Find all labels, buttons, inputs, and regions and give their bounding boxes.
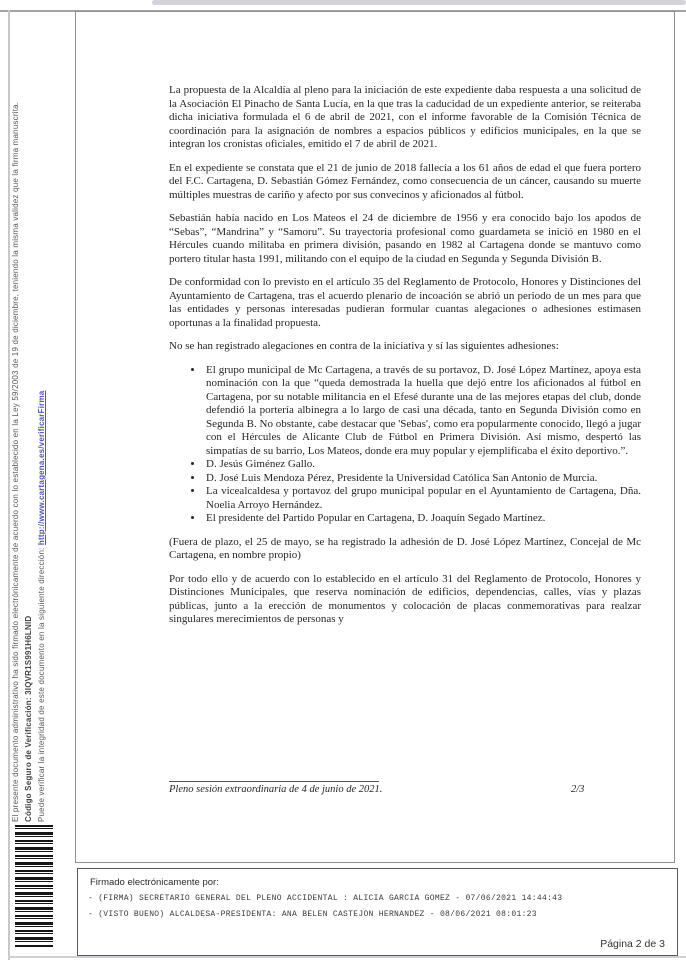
- paragraph: En el expediente se constata que el 21 de junio de 2018 fallecía a los 61 años de edad el que fuera portero del F.C. Cartagena, D. Sebastián Gómez Fernández, como consecuencia de un cáncer, causando su muerte múltiples muestras de cariño y afecto por sus convecinos y aficionados al fútbol.: [169, 161, 641, 201]
- scan-bottom-edge: [8, 956, 686, 958]
- document-frame: [75, 11, 675, 863]
- session-footer-note: Pleno sesión extraordinaria de 4 de junio de 2021.: [169, 781, 379, 795]
- sidebar-csv-line: [24, 34, 33, 822]
- list-item: • D. Jesús Giménez Gallo.: [204, 458, 641, 472]
- paragraph: Sebastián había nacido en Los Mateos el 24 de diciembre de 1956 y era conocido bajo los apodos de “Sebas”, “Mandrina” y “Samoru”. Su trayectoria profesional como guardameta se inició en 1980 en el Hércules cuando militaba en primera división, pasando en 1982 al Cartagena donde se mantuvo como portero titular hasta 1991, militando con el equipo de la ciudad en Segunda y Segunda División B.: [169, 212, 641, 265]
- csv-label: Código Seguro de Verificación:: [24, 697, 33, 822]
- verification-barcode: [15, 825, 53, 947]
- paragraph: Por todo ello y de acuerdo con lo establecido en el artículo 31 del Reglamento de Protocolo, Honores y Distinciones Municipales, que reserva nominación de edificios, dependencias, calles, vías y plazas públicas, junto a la erección de monumentos y colocación de placas conmemorativas para realzar singulares merecimientos de personas y: [169, 572, 641, 625]
- document-body: [169, 84, 641, 637]
- sidebar-verify-line: [37, 34, 46, 822]
- paragraph: No se han registrado alegaciones en contra de la iniciativa y sí las siguientes adhesiones:: [169, 340, 559, 352]
- list-item: • El grupo municipal de Mc Cartagena, a través de su portavoz, D. José López Martínez, apoya esta nominación con la que “queda demostrada la huella que dejó entre los aficionados al fútbol en Cartagena, por su notable militancia en el Efesé durante una de las mejores etapas del club, donde defendió la portería albinegra a lo largo de casi una década, tanto en Segunda División como en Segunda B. No obstante, cabe destacar que 'Sebas', como era popularmente conocido, llegó a jugar con el Hércules de Alicante Club de Fútbol en Primera División. Así mismo, despertó las simpatías de su barrio, Los Mateos, donde era muy popular y ejemplificaba el éxito deportivo.”.: [204, 364, 641, 459]
- signature-line: - (VISTO BUENO) ALCALDESA-PRESIDENTA: ANA BELEN CASTEJON HERNANDEZ - 08/06/2021 08:01:23: [88, 910, 537, 919]
- scan-left-edge: [8, 10, 10, 960]
- page-fraction: 2/3: [571, 784, 585, 795]
- page-number-label: Página 2 de 3: [600, 938, 665, 950]
- signature-box: [77, 868, 678, 956]
- sidebar-legal-text: El presente documento administrativo ha sido firmado electrónicamente de acuerdo con lo establecido en la Ley 59/2003 de 19 de diciembre, teniendo la misma validez que la firma manuscrita.: [11, 101, 20, 822]
- paragraph: De conformidad con lo previsto en el artículo 35 del Reglamento de Protocolo, Honores y Distinciones del Ayuntamiento de Cartagena, tras el acuerdo plenario de incoación se abrió un periodo de un mes para que las entidades y personas interesadas pudieran formular cuantas alegaciones o adhesiones estimasen oportunas a la finalidad propuesta.: [169, 276, 641, 329]
- adhesions-list: [169, 364, 641, 526]
- verify-url-link[interactable]: http://www.cartagena.es/verificarFirma: [37, 390, 46, 546]
- verify-text: Puede verificar la integridad de este documento en la siguiente dirección:: [37, 545, 46, 822]
- csv-code: 3IQVR1S991H6LNID: [24, 615, 33, 695]
- list-item: • El presidente del Partido Popular en Cartagena, D. Joaquín Segado Martínez.: [204, 512, 641, 526]
- list-item: • La vicealcaldesa y portavoz del grupo municipal popular en el Ayuntamiento de Cartagena, Dña. Noelia Arroyo Hernández.: [204, 485, 641, 512]
- list-item: • D. José Luis Mendoza Pérez, Presidente la Universidad Católica San Antonio de Murcia.: [204, 472, 641, 486]
- signature-title: Firmado electrónicamente por:: [90, 877, 219, 888]
- signature-line: - (FIRMA) SECRETARIO GENERAL DEL PLENO ACCIDENTAL : ALICIA GARCIA GOMEZ - 07/06/2021 14:44:43: [88, 894, 563, 903]
- paragraph: La propuesta de la Alcaldía al pleno para la iniciación de este expediente daba respuesta a una solicitud de la Asociación El Pinacho de Santa Lucía, en la que tras la caducidad de un expediente anterior, se reiteraba dicha iniciativa formulada el 6 de abril de 2021, con el informe favorable de la Comisión Técnica de coordinación para la asignación de nombres a espacios públicos y edificios municipales, en la que se integran los cronistas oficiales, emitido el 7 de abril de 2021.: [169, 84, 641, 150]
- scan-top-bar: [152, 0, 686, 5]
- paragraph: (Fuera de plazo, el 25 de mayo, se ha registrado la adhesión de D. José López Martínez, Concejal de Mc Cartagena, en nombre propio): [169, 535, 641, 561]
